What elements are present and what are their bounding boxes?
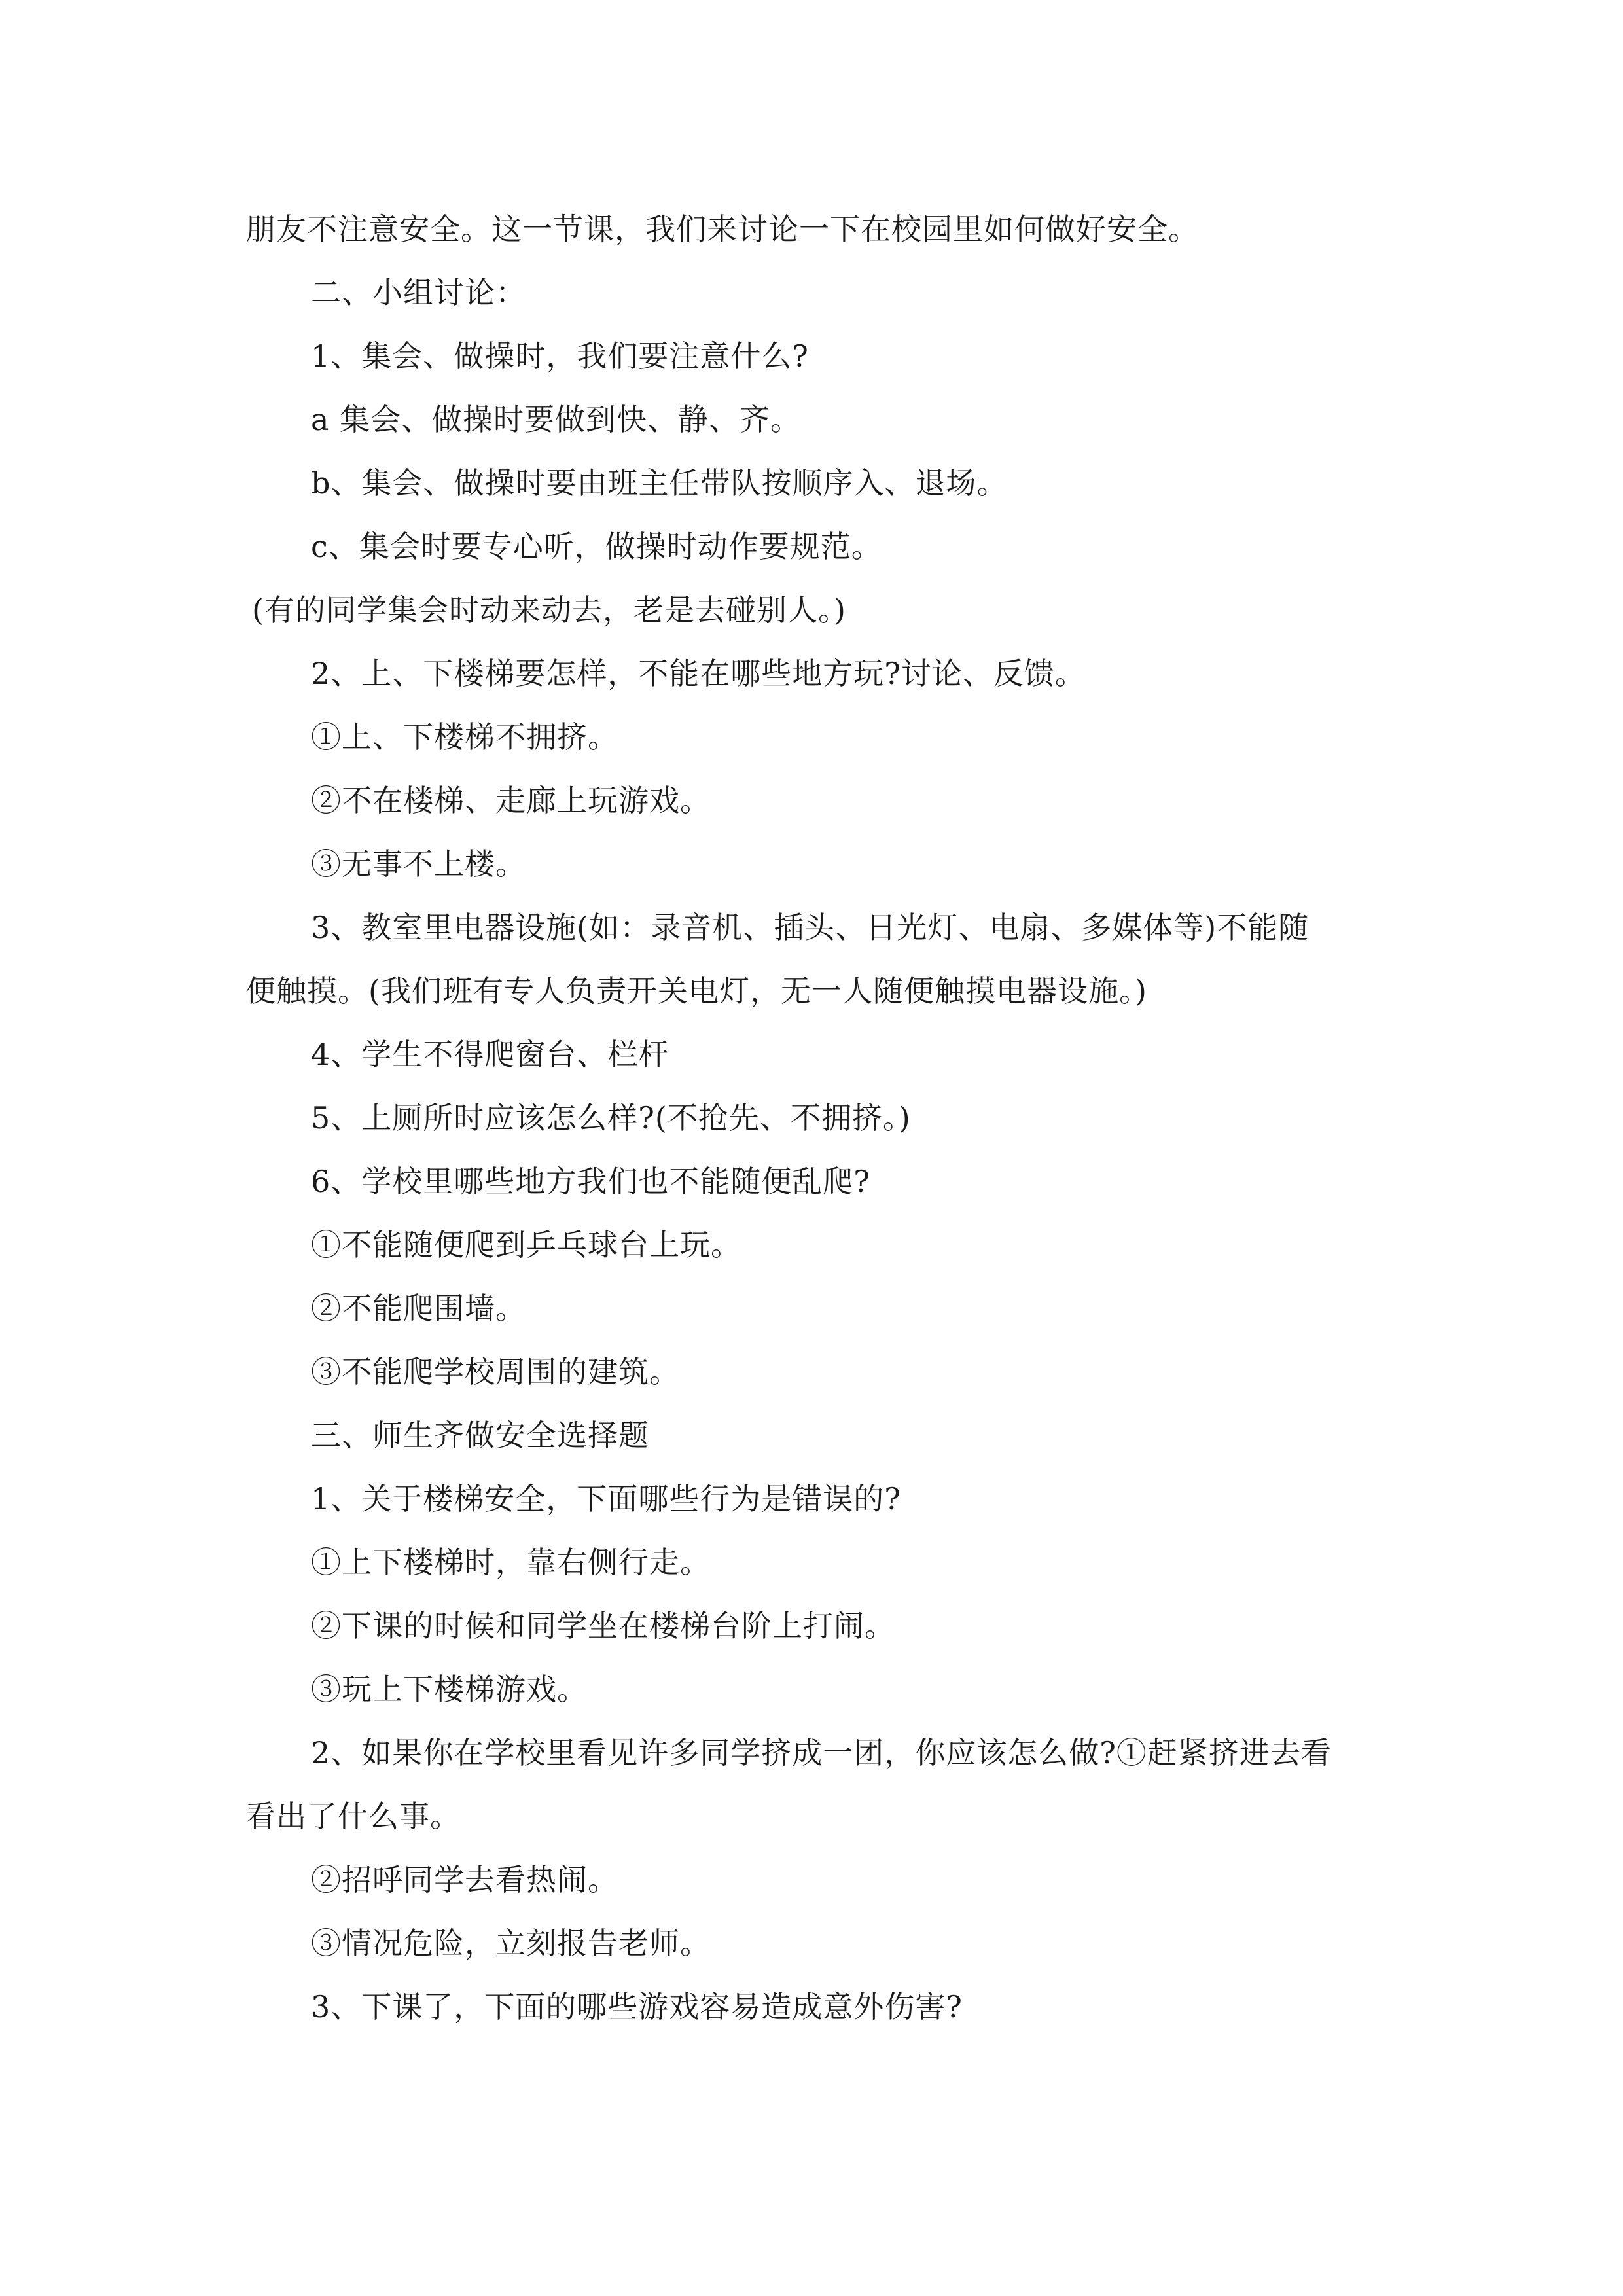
text-line: 1、集会、做操时，我们要注意什么?	[311, 338, 809, 374]
text-line: 5、上厕所时应该怎么样?(不抢先、不拥挤。)	[311, 1100, 911, 1136]
text-line: 朋友不注意安全。这一节课，我们来讨论一下在校园里如何做好安全。	[245, 211, 1199, 247]
text-line: 4、学生不得爬窗台、栏杆	[311, 1037, 669, 1072]
text-line: 6、学校里哪些地方我们也不能随便乱爬?	[311, 1164, 870, 1199]
section-heading: 三、师生齐做安全选择题	[311, 1418, 649, 1453]
text-line: 便触摸。(我们班有专人负责开关电灯，无一人随便触摸电器设施。)	[245, 973, 1147, 1009]
text-line: ②不在楼梯、走廊上玩游戏。	[311, 783, 711, 818]
text-line: ③玩上下楼梯游戏。	[311, 1672, 588, 1707]
text-line: 3、教室里电器设施(如：录音机、插头、日光灯、电扇、多媒体等)不能随	[311, 910, 1310, 945]
text-line: 2、上、下楼梯要怎样，不能在哪些地方玩?讨论、反馈。	[311, 656, 1086, 691]
text-line: ③情况危险，立刻报告老师。	[311, 1926, 711, 1961]
text-line: ①上下楼梯时，靠右侧行走。	[311, 1545, 711, 1580]
text-line: ③不能爬学校周围的建筑。	[311, 1354, 680, 1390]
text-line: 1、关于楼梯安全，下面哪些行为是错误的?	[311, 1481, 901, 1516]
section-heading: 二、小组讨论：	[311, 275, 526, 310]
text-line: ①上、下楼梯不拥挤。	[311, 719, 618, 755]
text-line: (有的同学集会时动来动去，老是去碰别人。)	[252, 592, 846, 628]
text-line: ①不能随便爬到乒乓球台上玩。	[311, 1227, 741, 1263]
text-line: ③无事不上楼。	[311, 846, 526, 882]
text-line: c、集会时要专心听，做操时动作要规范。	[311, 529, 882, 564]
text-line: ②下课的时候和同学坐在楼梯台阶上打闹。	[311, 1608, 895, 1643]
text-line: ②招呼同学去看热闹。	[311, 1862, 618, 1897]
text-line: 看出了什么事。	[245, 1799, 461, 1834]
text-line: ②不能爬围墙。	[311, 1291, 526, 1326]
text-line: b、集会、做操时要由班主任带队按顺序入、退场。	[311, 465, 1008, 501]
text-line: a 集会、做操时要做到快、静、齐。	[311, 402, 802, 437]
text-line: 3、下课了，下面的哪些游戏容易造成意外伤害?	[311, 1989, 963, 2024]
text-line: 2、如果你在学校里看见许多同学挤成一团，你应该怎么做?①赶紧挤进去看	[311, 1735, 1332, 1770]
